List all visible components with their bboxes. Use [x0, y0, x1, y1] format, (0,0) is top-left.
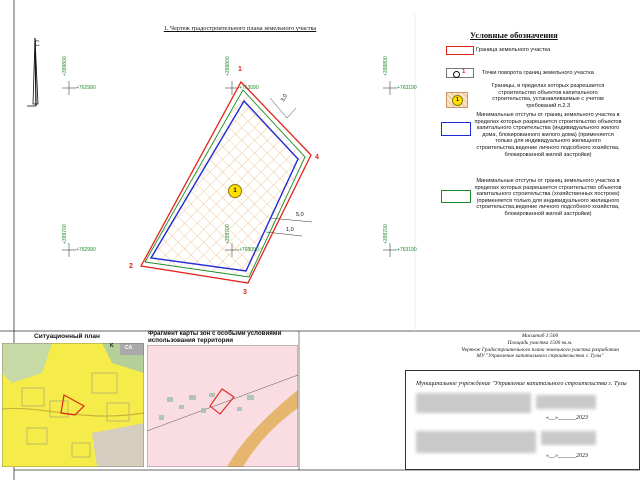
- situation-plan-title: Ситуационный план: [34, 333, 100, 340]
- scale-label: Масштаб 1:500: [521, 333, 559, 339]
- north-label: С: [34, 39, 40, 48]
- scale-note: [450, 333, 630, 360]
- legend-item-outbuilding-offset: Минимальные отступы от границ земельного участка в пределах которых разрешается строительство объектов капитального строительства (хозяйственных построек) (применяется только для индивидуального жилищного строительства,ведение личного подсобного хозяйства, блокированной жилой застройки): [474, 178, 622, 217]
- date-1: «__»______2023: [546, 415, 588, 421]
- legend-item-parcel: Граница земельного участка: [476, 47, 551, 53]
- grid-br-y: +399700: [383, 224, 389, 244]
- situation-plan-map: [2, 343, 144, 467]
- grid-tr-y: +399800: [383, 56, 389, 76]
- blurred-signature: [536, 395, 596, 409]
- legend-parcel-swatch: [446, 46, 474, 55]
- legend-item-house-offset: Минимальные отступы от границ земельного участка в пределах которых разрешается строительство объектов капитального строительства (индивидуального жилого дома, блокированного жилого дома) (применяется только для индивидуального жилищного строительства,ведение личного подсобного хозяйства, блокированной жилой застройки): [474, 112, 622, 158]
- title-block-org: Муниципальное учреждение "Управление капитального строительства г. Тулы: [416, 380, 627, 387]
- offset-1: 1,0: [286, 227, 294, 233]
- situation-label-ca: CA: [125, 345, 133, 351]
- grid-bc-y: +399700: [225, 224, 231, 244]
- fragment-title: Фрагмент карты зон с особыми условиями использования территории: [148, 330, 282, 344]
- blurred-name-2: [416, 431, 536, 453]
- blurred-name: [416, 393, 531, 413]
- area-label: Площадь участка 1500 кв.м.: [507, 339, 573, 346]
- legend-item-build-zone: Границы, в пределах которых разрешается строительство объектов капитального строительства, устанавливаемые с учетом требований п.2.3: [491, 83, 605, 109]
- legend-title: Условные обозначения: [470, 30, 558, 40]
- fragment-map: [147, 345, 298, 467]
- legend-item-points: Точки поворота границ земельного участка: [482, 70, 594, 76]
- situation-label-k: K: [110, 343, 114, 349]
- grid-tl-y: +399800: [62, 56, 68, 76]
- title-block: [405, 370, 640, 470]
- grid-bc-x: +763090: [239, 247, 259, 253]
- offset-3: 3,0: [280, 93, 290, 103]
- legend-build-zone-swatch: 1: [446, 92, 468, 108]
- grid-bl-y: +399700: [62, 224, 68, 244]
- parcel-drawing: [0, 0, 415, 331]
- date-2: «__»______2023: [546, 453, 588, 459]
- point-3-label: 3: [243, 289, 247, 296]
- grid-tc-y: +399800: [225, 56, 231, 76]
- grid-tl-x: +762990: [76, 85, 96, 91]
- point-1-label: 1: [238, 66, 242, 73]
- legend-blue-swatch: [441, 122, 471, 136]
- point-4-label: 4: [315, 154, 319, 161]
- grid-tc-x: +763090: [239, 85, 259, 91]
- legend-points-swatch: 1: [446, 68, 474, 78]
- drawing-title: 1. Чертеж градостроительного плана земельного участка: [163, 25, 317, 32]
- grid-bl-x: +762990: [76, 247, 96, 253]
- offset-5: 5,0: [296, 212, 304, 218]
- point-2-label: 2: [129, 263, 133, 270]
- grid-tr-x: +763190: [397, 85, 417, 91]
- zone-1-marker: 1: [228, 184, 242, 198]
- org-label: МУ "Управление капитального строительства г. Тулы": [476, 353, 604, 360]
- grid-br-x: +763190: [397, 247, 417, 253]
- blurred-signature-2: [541, 431, 596, 445]
- legend-green-swatch: [441, 190, 471, 203]
- author-label: Чертеж Градостроительного плана земельного участка разработан: [461, 346, 619, 353]
